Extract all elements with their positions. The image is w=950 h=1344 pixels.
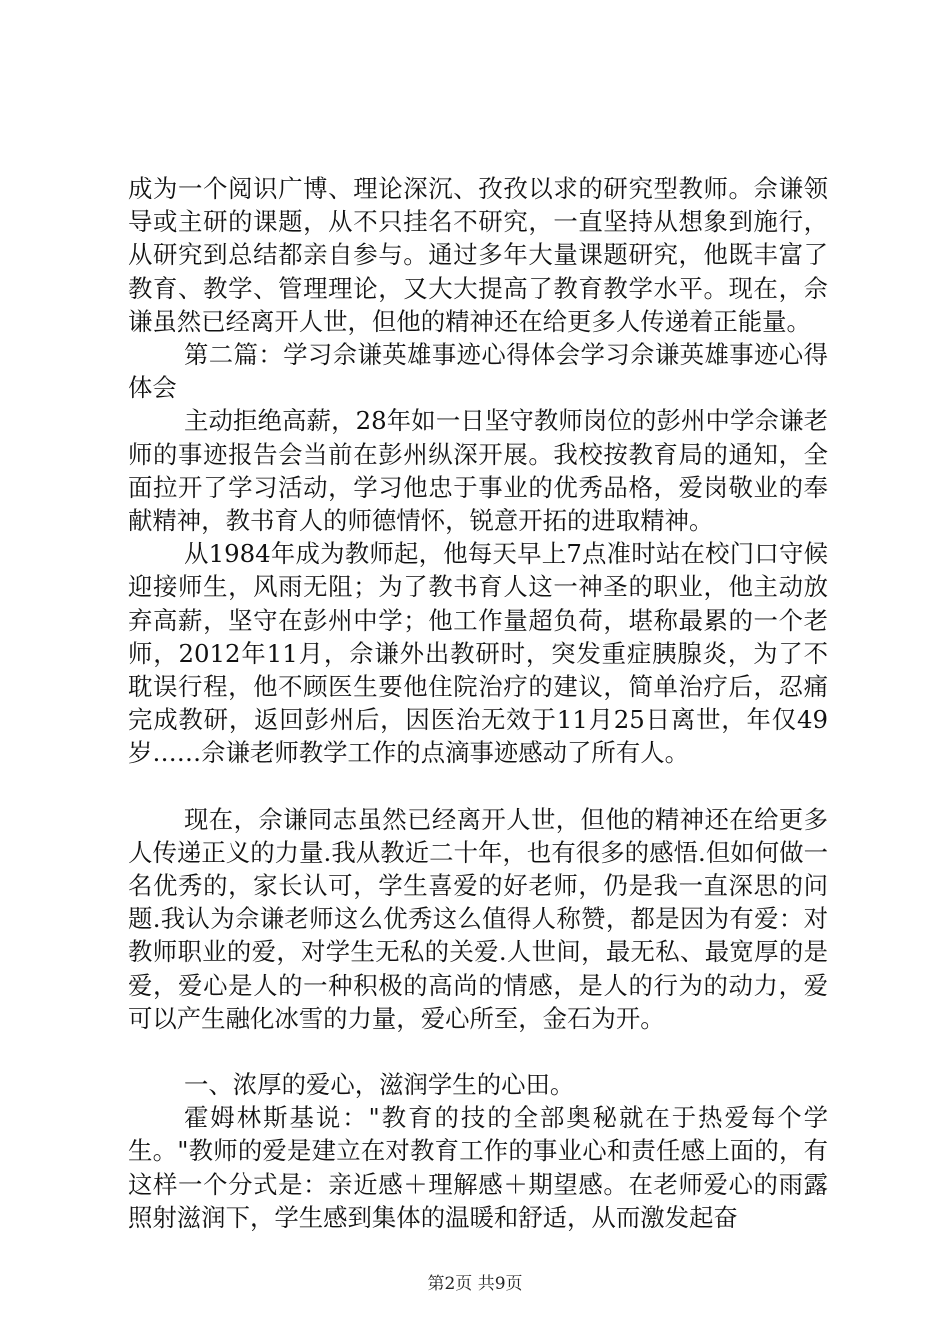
paragraph-reflection: 现在，佘谦同志虽然已经离开人世，但他的精神还在给更多人传递正义的力量.我从教近二十年，也有很多的感悟.但如何做一名优秀的，家长认可，学生喜爱的好老师，仍是我一直深思的问题.我认为佘谦老师这么优秀这么值得人称赞，都是因为有爱：对教师职业的爱，对学生无私的关爱.人世间，最无私、最宽厚的是爱，爱心是人的一种积极的高尚的情感，是人的行为的动力，爱可以产生融化冰雪的力量，爱心所至，金石为开。 xyxy=(128,804,828,1033)
paragraph-story: 从1984年成为教师起，他每天早上7点准时站在校门口守候迎接师生，风雨无阻；为了教书育人这一神圣的职业，他主动放弃高薪，坚守在彭州中学；他工作量超负荷，堪称最累的一个老师，2012年11月，佘谦外出教研时，突发重症胰腺炎，为了不耽误行程，他不顾医生要他住院治疗的建议，简单治疗后，忍痛完成教研，返回彭州后，因医治无效于11月25日离世，年仅49岁……佘谦老师教学工作的点滴事迹感动了所有人。 xyxy=(128,539,828,768)
section-heading-part-two: 第二篇：学习佘谦英雄事迹心得体会学习佘谦英雄事迹心得体会 xyxy=(128,340,828,403)
paragraph-quote: 霍姆林斯基说："教育的技的全部奥秘就在于热爱每个学生。"教师的爱是建立在对教育工作的事业心和责任感上面的，有这样一个分式是：亲近感＋理解感＋期望感。在老师爱心的雨露照射滋润下，学生感到集体的温暖和舒适，从而激发起奋 xyxy=(128,1103,828,1232)
paragraph-continuation: 成为一个阅识广博、理论深沉、孜孜以求的研究型教师。佘谦领导或主研的课题，从不只挂名不研究，一直坚持从想象到施行，从研究到总结都亲自参与。通过多年大量课题研究，他既丰富了教育、教学、管理理论，又大大提高了教育教学水平。现在，佘谦虽然已经离开人世，但他的精神还在给更多人传递着正能量。 xyxy=(128,174,828,336)
paragraph-intro: 主动拒绝高薪，28年如一日坚守教师岗位的彭州中学佘谦老师的事迹报告会当前在彭州纵深开展。我校按教育局的通知，全面拉开了学习活动，学习他忠于事业的优秀品格，爱岗敬业的奉献精神，教书育人的师德情怀，锐意开拓的进取精神。 xyxy=(128,406,828,536)
subheading-love: 一、浓厚的爱心，滋润学生的心田。 xyxy=(184,1070,575,1100)
document-body xyxy=(128,172,828,1234)
page-number-footer: 第2页 共9页 xyxy=(427,1274,523,1294)
